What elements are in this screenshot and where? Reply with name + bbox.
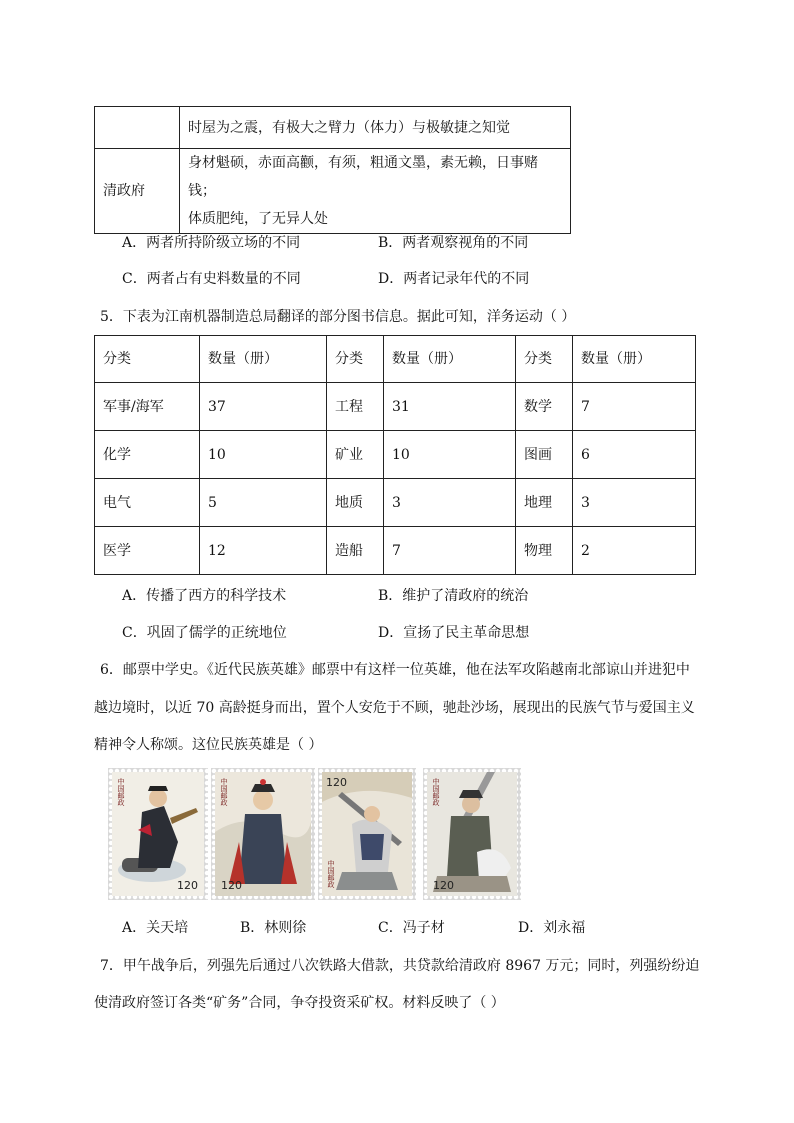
q6-option-d: D．刘永福 xyxy=(518,920,586,936)
table-cell: 图画 xyxy=(516,431,573,479)
header-cell: 数量（册） xyxy=(200,336,327,383)
table-cell: 物理 xyxy=(516,527,573,575)
stamp-value: 120 xyxy=(221,879,242,892)
table-cell-label: 清政府 xyxy=(95,149,180,234)
stamp-country: 中国邮政 xyxy=(432,778,440,806)
table-cell: 5 xyxy=(200,479,327,527)
table-cell-text xyxy=(180,149,571,234)
stamp-1 xyxy=(108,768,208,900)
stamp-value: 120 xyxy=(326,776,347,789)
table-row xyxy=(95,383,696,431)
table-cell: 数学 xyxy=(516,383,573,431)
table-cell: 地质 xyxy=(327,479,384,527)
q4-option-c: C．两者占有史料数量的不同 xyxy=(122,271,301,287)
stamp-image xyxy=(112,772,204,896)
question-7-line-1: 7．甲午战争后，列强先后通过八次铁路大借款，共贷款给清政府 8967 万元；同时，列强纷纷迫 xyxy=(100,958,700,974)
q4-option-a: A．两者所持阶级立场的不同 xyxy=(122,235,301,251)
table-cell: 造船 xyxy=(327,527,384,575)
q5-option-c: C．巩固了儒学的正统地位 xyxy=(122,625,287,641)
table-cell: 矿业 xyxy=(327,431,384,479)
q6-option-b: B．林则徐 xyxy=(240,920,307,936)
stamp-country: 中国邮政 xyxy=(117,778,125,806)
q5-option-d: D．宣扬了民主革命思想 xyxy=(378,625,530,641)
stamp-country: 中国邮政 xyxy=(220,778,228,806)
stamp-2 xyxy=(211,768,315,900)
table-header-row xyxy=(95,336,696,383)
hero-illustration xyxy=(215,772,311,896)
table-cell: 电气 xyxy=(95,479,200,527)
stamp-4 xyxy=(423,768,521,900)
cell-line: 身材魁硕，赤面高颧，有须，粗通文墨，素无赖，日事赌钱； xyxy=(188,155,538,199)
table-cell: 12 xyxy=(200,527,327,575)
q5-option-b: B．维护了清政府的统治 xyxy=(378,588,529,604)
stamp-3 xyxy=(318,768,416,900)
table-cell: 地理 xyxy=(516,479,573,527)
table-cell: 10 xyxy=(384,431,516,479)
q4-option-b: B．两者观察视角的不同 xyxy=(378,235,529,251)
stamp-image xyxy=(322,772,412,896)
table-cell: 医学 xyxy=(95,527,200,575)
stamp-image xyxy=(427,772,517,896)
question-5-stem: 5．下表为江南机器制造总局翻译的部分图书信息。据此可知，洋务运动（ ） xyxy=(100,309,576,325)
table-cell: 7 xyxy=(384,527,516,575)
stamp-value: 120 xyxy=(177,879,198,892)
table-row xyxy=(95,149,571,234)
question-6-line-1: 6．邮票中学史。《近代民族英雄》邮票中有这样一位英雄，他在法军攻陷越南北部谅山并进犯中 xyxy=(100,662,690,678)
question-6-line-3: 精神令人称颂。这位民族英雄是（ ） xyxy=(94,737,323,753)
book-table xyxy=(94,335,696,575)
q6-option-c: C．冯子材 xyxy=(378,920,445,936)
header-cell: 数量（册） xyxy=(384,336,516,383)
table-cell: 2 xyxy=(573,527,696,575)
question-7-line-2: 使清政府签订各类“矿务”合同，争夺投资采矿权。材料反映了（ ） xyxy=(94,995,505,1011)
q6-option-a: A．关天培 xyxy=(122,920,189,936)
q4-option-d: D．两者记录年代的不同 xyxy=(378,271,530,287)
stamp-country: 中国邮政 xyxy=(327,860,335,888)
table-cell: 6 xyxy=(573,431,696,479)
table-cell: 化学 xyxy=(95,431,200,479)
header-cell: 分类 xyxy=(95,336,200,383)
header-cell: 分类 xyxy=(327,336,384,383)
q5-option-a: A．传播了西方的科学技术 xyxy=(122,588,287,604)
table-cell: 10 xyxy=(200,431,327,479)
stamp-value: 120 xyxy=(433,879,454,892)
question-6-line-2: 越边境时，以近 70 高龄挺身而出，置个人安危于不顾，驰赴沙场，展现出的民族气节与爱国主义 xyxy=(94,700,695,716)
table-cell: 工程 xyxy=(327,383,384,431)
table-cell: 3 xyxy=(384,479,516,527)
table-cell: 3 xyxy=(573,479,696,527)
table-cell: 37 xyxy=(200,383,327,431)
table-cell-text: 时屋为之震，有极大之臂力（体力）与极敏捷之知觉 xyxy=(180,107,571,149)
table-cell: 31 xyxy=(384,383,516,431)
stamp-image xyxy=(215,772,311,896)
table-cell: 7 xyxy=(573,383,696,431)
header-cell: 分类 xyxy=(516,336,573,383)
table-row xyxy=(95,431,696,479)
table-row xyxy=(95,479,696,527)
table-row xyxy=(95,107,571,149)
table-cell: 军事/海军 xyxy=(95,383,200,431)
header-cell: 数量（册） xyxy=(573,336,696,383)
table-row xyxy=(95,527,696,575)
cell-line: 体质肥纯，了无异人处 xyxy=(188,211,328,227)
table-cell-label xyxy=(95,107,180,149)
comparison-table xyxy=(94,106,571,234)
